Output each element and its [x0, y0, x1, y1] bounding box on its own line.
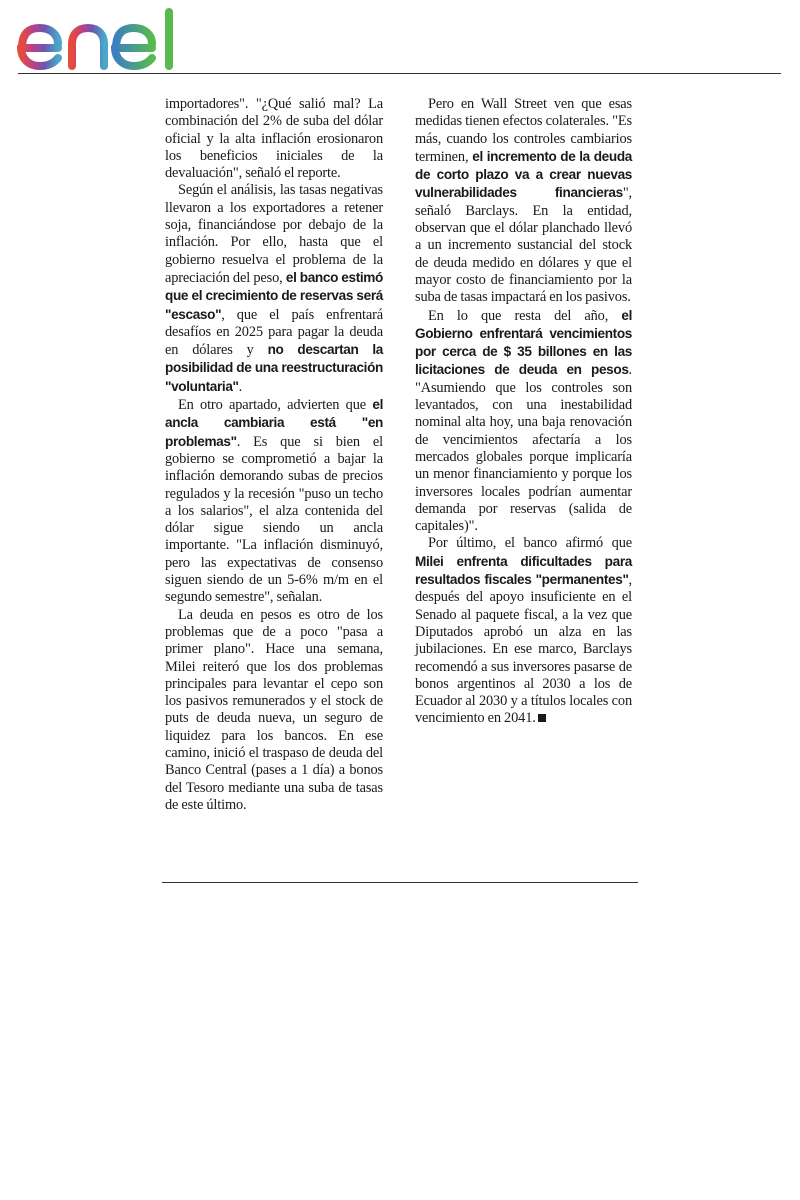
article-column-right [415, 96, 632, 728]
article-paragraph [415, 96, 632, 307]
logo-letter-e2 [115, 28, 152, 66]
header-rule [18, 73, 781, 74]
paragraph-text: ", señaló Barclays. En la entidad, observan que el dólar planchado llevó a un incremento sustancial del stock de deuda medido en dólares y que el mayor costo de financiamiento por la suba de tasas impactará en los pasivos. [415, 185, 632, 306]
bold-highlight: el Gobierno enfrentará vencimientos por cerca de $ 35 billones en las licitaciones de deuda en pesos [415, 307, 632, 378]
article-paragraph [165, 96, 383, 182]
logo-letter-n [72, 28, 104, 66]
article-paragraph [415, 307, 632, 536]
paragraph-text: La deuda en pesos es otro de los problemas que de a poco "pasa a primer plano". Hace una semana, Milei reiteró que los dos problemas principales para levantar el cepo son los pasivos remunerados y el stock de puts de deuda nueva, un seguro de liquidez para los bancos. En ese camino, inició el traspaso de deuda del Banco Central (pases a 1 día) a bonos del Tesoro mediante una suba de tasas de este último. [165, 606, 383, 813]
paragraph-text: . Es que si bien el gobierno se comprometió a bajar la inflación demorando subas de precios regulados y la recesión "puso un techo a los salarios", el alza contenida del dólar sigue siendo un ancla importante. "La inflación disminuyó, pero las expectativas de consenso siguen siendo de un 5-6% m/m en el segundo semestre", señalan. [165, 433, 383, 606]
end-of-article-mark [538, 714, 546, 722]
paragraph-text: Según el análisis, las tasas negativas llevaron a los exportadores a retener soja, financiándose por debajo de la inflación. Por ello, hasta que el gobierno resuelva el problema de la apreciación del peso, [165, 182, 383, 286]
paragraph-text: . [238, 378, 243, 395]
enel-logo [16, 8, 178, 70]
paragraph-text: , que el país enfrentará desafíos en 2025 para pagar la deuda en dólares y [165, 306, 383, 359]
bold-highlight: el ancla cambiaria está "en problemas" [165, 397, 383, 449]
article-column-left [165, 96, 383, 814]
bold-highlight: el incremento de la deuda de corto plazo va a crear nuevas vulnerabilidades financieras [415, 148, 632, 201]
paragraph-text: Pero en Wall Street ven que esas medidas tienen efectos colaterales. "Es más, cuando los controles cambiarios terminen, [415, 96, 632, 165]
footer-rule [162, 882, 638, 883]
paragraph-text: En otro apartado, advierten que [178, 397, 373, 414]
paragraph-text: importadores". "¿Qué salió mal? La combinación del 2% de suba del dólar oficial y la alta inflación erosionaron los beneficios iniciales de la devaluación", señaló el reporte. [165, 96, 383, 182]
bold-highlight: Milei enfrenta dificultades para resultados fiscales "permanentes" [415, 553, 632, 588]
article-paragraph [165, 607, 383, 815]
paragraph-text: Por último, el banco afirmó que [428, 535, 632, 552]
bold-highlight: el banco estimó que el crecimiento de reservas será "escaso" [165, 269, 384, 322]
bold-highlight: no descartan la posibilidad de una reestructuración "voluntaria" [165, 342, 384, 394]
paragraph-text: , después del apoyo insuficiente en el Senado al paquete fiscal, a la vez que Diputados aprobó un alza en las jubilaciones. En ese marco, Barclays recomendó a sus inversores pasarse de bonos argentinos al 2030 a los de Ecuador al 2030 y a títulos locales con vencimiento en 2041. [415, 572, 632, 727]
logo-letter-e1 [21, 28, 58, 66]
article-paragraph [165, 182, 383, 396]
article-paragraph [165, 396, 383, 607]
paragraph-text: En lo que resta del año, [428, 307, 622, 324]
paragraph-text: . "Asumiendo que los controles son levantados, con una inestabilidad nominal alta hoy, una baja renovación de vencimientos afectaría a los mercados globales porque implicaría un menor financiamiento y porque los inversores locales podrían aumentar demanda por reservas (salida de capitales)". [415, 362, 632, 535]
article-paragraph [415, 535, 632, 727]
